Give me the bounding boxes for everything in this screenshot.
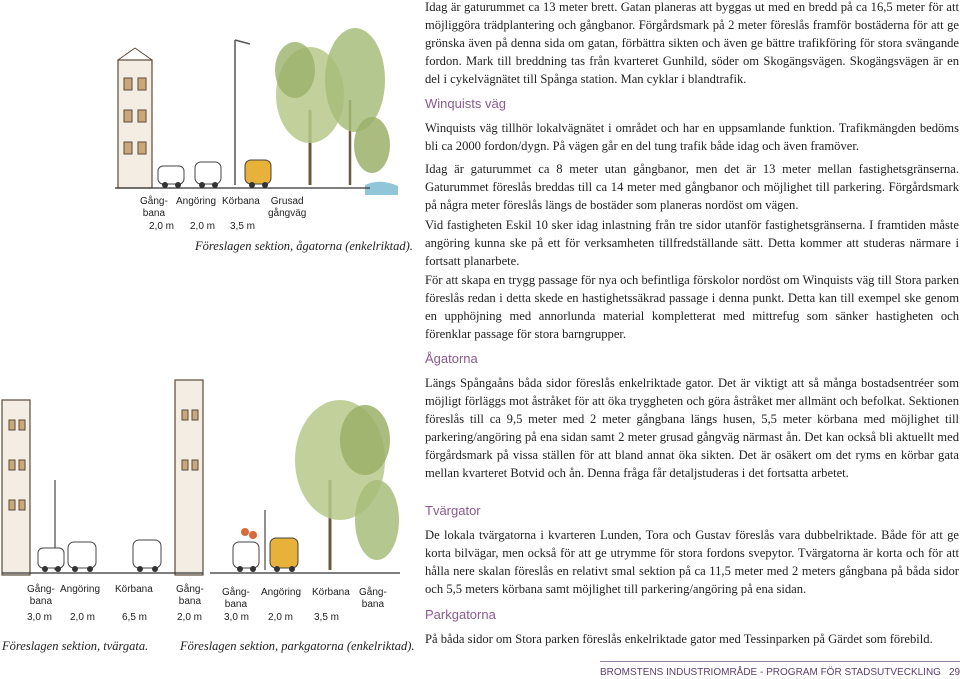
top-label-korbana: Körbana [222, 196, 260, 207]
page-number: 29 [949, 667, 960, 678]
page-footer [600, 667, 960, 678]
right-dim-3: 3,5 m [314, 612, 340, 623]
right-label-gangbana: Gång- bana [222, 587, 250, 610]
left-label-gangbana: Gång- bana [27, 584, 55, 607]
heading-winquists-vag: Winquists väg [425, 96, 506, 111]
paragraph-winquists-1: Winquists väg tillhör lokalvägnätet i området och har en uppsamlande funktion. Trafikmängden bedöms bli ca 2000 fordon/dygn. På vägen går en del tung trafik både idag och även framöver. [425, 121, 959, 153]
top-label-angoring: Angöring [176, 196, 217, 207]
paragraph-agatorna: Längs Spångaåns båda sidor föreslås enkelriktade gator. Det är viktigt att så många bostadsentréer som möjligt förläggs mot åstråket för att öka tryggheten och göra åstråket mer allmänt och befolkat. Sektionen föreslås till ca 9,5 meter med 2 meter gångbana längs husen, 5,5 meter körbana med möjlighet till parkering/angöring på ena sidan samt 2 meter grusad gångväg närmast ån. Det kan också bli aktuellt med förgårdsmark på vissa ställen för att bland annat öka sikten. Det är osäkert om det ryms en körbar gata mellan kvarteret Botvid och ån. Denna fråga får detaljstuderas i det fortsatta arbetet. [425, 376, 959, 480]
heading-agatorna: Ågatorna [425, 351, 478, 366]
parkgatorna-section-sketch [205, 370, 405, 580]
right-caption: Föreslagen sektion, parkgatorna (enkelriktad). [180, 639, 415, 653]
top-dim-3: 3,5 m [230, 221, 256, 232]
heading-tvargator: Tvärgator [425, 503, 481, 518]
paragraph-skogangsvagen: Idag är gaturummet ca 13 meter brett. Gatan planeras att byggas ut med en bredd på ca 16,5 meter för att möjliggöra trädplantering och gångbanor. Förgårdsmark på 2 meter föreslås framför bostäderna för att ge grönska även på denna sida om gatan, förbättra sikten och även ge bättre trafikföring för stora svängande fordon. Mark till breddning tas från kvarteret Gunhild, söder om Skogängsvägen. Skogängsvägen är en del i cykelvägnätet till Spånga station. Man cyklar i blandtrafik. [425, 0, 959, 86]
right-dim-1: 3,0 m [224, 612, 250, 623]
top-label-grusad: Grusad gångväg [268, 196, 307, 219]
paragraph-parkgatorna: På båda sidor om Stora parken föreslås enkelriktade gator med Tessinparken på Gärdet som förebild. [425, 632, 933, 646]
paragraph-winquists-2: Idag är gaturummet ca 8 meter utan gångbanor, men det är 13 meter mellan fastighetsgränserna. Gaturummet föreslås breddas till ca 14 meter med gångbanor och möjlighet till parkering. Förgårdsmark på några meter föreslås längs de bostäder som planeras nordöst om vägen. [425, 162, 959, 212]
left-label-gangbana-2: Gång- bana [176, 584, 204, 607]
top-dim-1: 2,0 m [149, 221, 175, 232]
tvargata-section-sketch [0, 370, 205, 580]
left-caption: Föreslagen sektion, tvärgata. [2, 639, 149, 653]
left-dim-3: 6,5 m [122, 612, 148, 623]
paragraph-winquists-3: Vid fastigheten Eskil 10 sker idag inlastning från tre sidor utanför fastighetsgränserna. I framtiden måste angöring kunna ske på ett för verksamheten tillfredställande sätt. Detta kommer att studeras närmare i fortsatt planarbete. [425, 218, 959, 268]
right-label-gangbana-2: Gång- bana [359, 587, 387, 610]
footer-rule [600, 661, 960, 662]
left-dim-4: 2,0 m [177, 612, 203, 623]
agatorna-section-sketch [110, 0, 400, 200]
right-label-angoring: Angöring [261, 587, 302, 598]
right-label-korbana: Körbana [312, 587, 350, 598]
top-label-gangbana: Gång- bana [140, 196, 168, 219]
paragraph-tvargator: De lokala tvärgatorna i kvarteren Lunden, Tora och Gustav föreslås vara dubbelriktade. Både för att ge korta bilvägar, men också för att ge utrymme för stora fordons svepytor. Tvärgatorna är korta och för att hålla nere skalan föreslås en relativt smal sektion på ca 11,5 meter med 2 meters gångbana på båda sidor och 5,5 meters körbana samt möjlighet till parkering/angöring på ena sidan. [425, 528, 959, 596]
left-dim-1: 3,0 m [27, 612, 53, 623]
top-dim-2: 2,0 m [190, 221, 216, 232]
right-dim-2: 2,0 m [268, 612, 294, 623]
paragraph-winquists-4: För att skapa en trygg passage för nya och befintliga förskolor nordöst om Winquists väg till Stora parken föreslås redan i detta skede en hastighetssäkrad passage i denna punkt. Detta kan till exempel ske genom en upphöjning med annorlunda material kompletterat med mittrefug som sänker hastigheten och förenklar passage för stora barngrupper. [425, 273, 959, 341]
footer-title: BROMSTENS INDUSTRIOMRÅDE - PROGRAM FÖR STADSUTVECKLING [600, 667, 941, 678]
left-label-angoring: Angöring [60, 584, 101, 595]
left-label-korbana: Körbana [115, 584, 153, 595]
top-caption: Föreslagen sektion, ågatorna (enkelriktad). [195, 239, 413, 253]
left-dim-2: 2,0 m [70, 612, 96, 623]
heading-parkgatorna: Parkgatorna [425, 607, 496, 622]
